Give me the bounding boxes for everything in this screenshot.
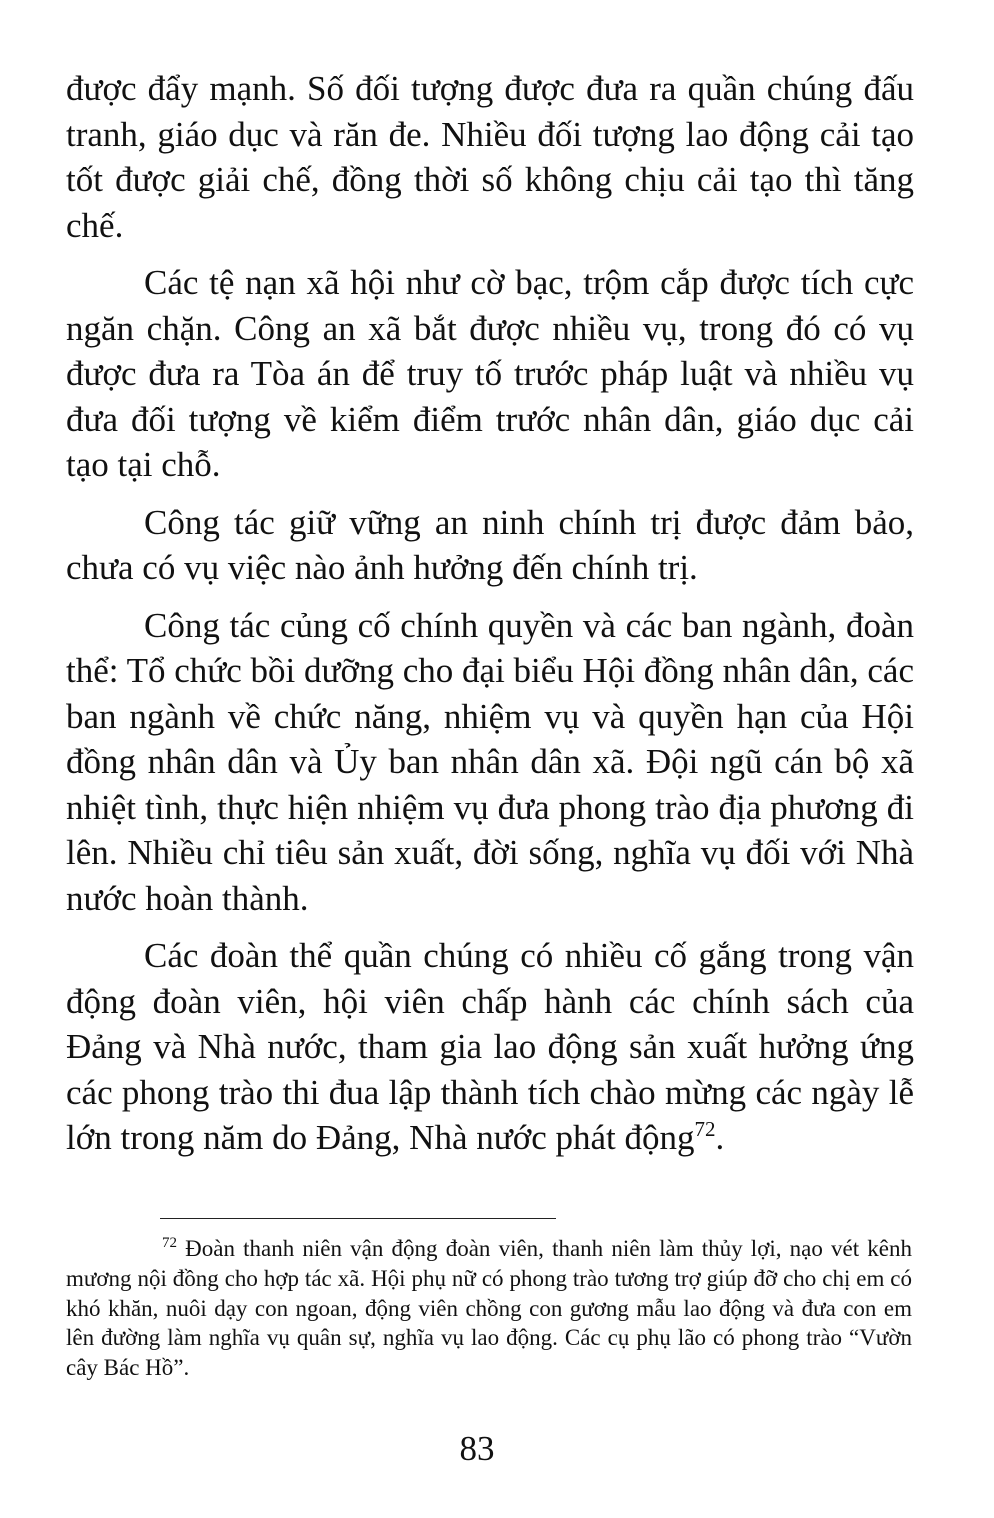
body-paragraph-4: Công tác củng cố chính quyền và các ban ngành, đoàn thể: Tổ chức bồi dưỡng cho đại biểu Hội đồng nhân dân, các ban ngành về chức năng, nhiệm vụ và quyền hạn của Hội đồng nhân dân và Ủy ban nhân dân xã. Đội ngũ cán bộ xã nhiệt tình, thực hiện nhiệm vụ đưa phong trào địa phương đi lên. Nhiều chỉ tiêu sản xuất, đời sống, nghĩa vụ đối với Nhà nước hoàn thành.	[66, 605, 914, 918]
footnote-text: Đoàn thanh niên vận động đoàn viên, thanh niên làm thủy lợi, nạo vét kênh mương nội đồng cho hợp tác xã. Hội phụ nữ có phong trào tương trợ giúp đỡ cho chị em có khó khăn, nuôi dạy con ngoan, động viên chồng con gương mẫu lao động và đưa con em lên đường làm nghĩa vụ quân sự, nghĩa vụ lao động. Các cụ phụ lão có phong trào “Vườn cây Bác Hồ”.	[66, 1236, 912, 1381]
page-number: 83	[459, 1429, 495, 1468]
body-paragraph-3: Công tác giữ vững an ninh chính trị được đảm bảo, chưa có vụ việc nào ảnh hưởng đến chính trị.	[66, 502, 914, 587]
body-paragraph-5	[66, 933, 914, 1161]
body-paragraph-2: Các tệ nạn xã hội như cờ bạc, trộm cắp được tích cực ngăn chặn. Công an xã bắt được nhiều vụ, trong đó có vụ được đưa ra Tòa án để truy tố trước pháp luật và nhiều vụ đưa đối tượng về kiểm điểm trước nhân dân, giáo dục cải tạo tại chỗ.	[66, 263, 914, 484]
body-paragraph-5-end: .	[715, 1118, 725, 1157]
footnote-number: 72	[162, 1235, 177, 1251]
footnote-reference: 72	[694, 1117, 716, 1141]
body-paragraph-5-text: Các đoàn thể quần chúng có nhiều cố gắng trong vận động đoàn viên, hội viên chấp hành các chính sách của Đảng và Nhà nước, tham gia lao động sản xuất hưởng ứng các phong trào thi đua lập thành tích chào mừng các ngày lễ lớn trong năm do Đảng, Nhà nước phát động	[66, 936, 914, 1157]
body-paragraph-1: được đẩy mạnh. Số đối tượng được đưa ra quần chúng đấu tranh, giáo dục và răn đe. Nhiều đối tượng lao động cải tạo tốt được giải chế, đồng thời số không chịu cải tạo thì tăng chế.	[66, 69, 914, 245]
page-body	[66, 66, 914, 1173]
footnote	[66, 1234, 912, 1383]
footnote-separator	[160, 1218, 556, 1219]
